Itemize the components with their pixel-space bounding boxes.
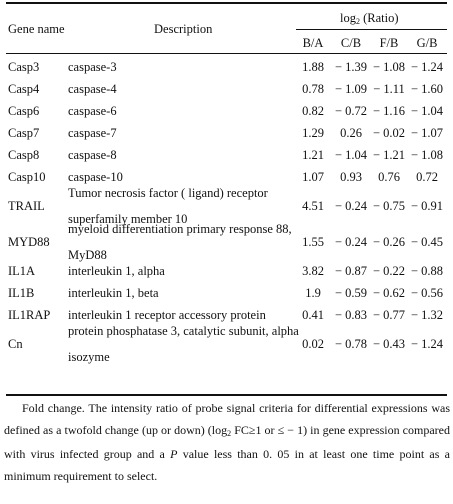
header-col-fb: F/B xyxy=(379,36,399,50)
ratio-value-cell: − 0.62 xyxy=(372,286,406,300)
gene-name-cell: Casp4 xyxy=(8,82,40,96)
description-cell: caspase-3 xyxy=(68,60,117,74)
ratio-value-cell: − 0.77 xyxy=(372,308,406,322)
ratio-value-cell: − 0.87 xyxy=(334,264,368,278)
gene-name-cell: MYD88 xyxy=(8,235,50,249)
ratio-value-cell: − 1.09 xyxy=(334,82,368,96)
ratio-value-cell: 0.72 xyxy=(416,170,438,184)
ratio-value-cell: 0.76 xyxy=(378,170,400,184)
header-col-ba: B/A xyxy=(302,36,324,50)
ratio-value-cell: − 1.04 xyxy=(334,148,368,162)
ratio-value-cell: 0.82 xyxy=(302,104,324,118)
description-cell: interleukin 1, alpha xyxy=(68,264,165,278)
ratio-value-cell: − 1.32 xyxy=(410,308,444,322)
ratio-value-cell: − 0.78 xyxy=(334,337,368,351)
description-cell: caspase-8 xyxy=(68,148,117,162)
ratio-value-cell: − 0.83 xyxy=(334,308,368,322)
ratio-value-cell: − 1.24 xyxy=(410,337,444,351)
gene-name-cell: Cn xyxy=(8,337,23,351)
ratio-value-cell: − 0.72 xyxy=(334,104,368,118)
gene-name-cell: Casp7 xyxy=(8,126,40,140)
description-cell: Tumor necrosis factor ( ligand) receptor superfamily member 10 xyxy=(68,186,268,226)
ratio-value-cell: − 0.24 xyxy=(334,199,368,213)
gene-name-cell: TRAIL xyxy=(8,199,45,213)
ratio-value-cell: − 0.56 xyxy=(410,286,444,300)
ratio-value-cell: 0.02 xyxy=(302,337,324,351)
bottom-rule xyxy=(6,394,447,396)
ratio-value-cell: − 1.39 xyxy=(334,60,368,74)
gene-name-cell: Casp3 xyxy=(8,60,40,74)
description-cell: protein phosphatase 3, catalytic subunit, alpha isozyme xyxy=(68,324,299,364)
gene-name-cell: Casp8 xyxy=(8,148,40,162)
ratio-value-cell: − 0.91 xyxy=(410,199,444,213)
ratio-value-cell: − 1.16 xyxy=(372,104,406,118)
ratio-value-cell: − 1.60 xyxy=(410,82,444,96)
ratio-value-cell: − 1.11 xyxy=(373,82,405,96)
ratio-value-cell: − 0.26 xyxy=(372,235,406,249)
ratio-value-cell: 1.9 xyxy=(305,286,321,300)
ratio-value-cell: − 0.02 xyxy=(372,126,406,140)
ratio-value-cell: 0.26 xyxy=(340,126,362,140)
ratio-value-cell: 3.82 xyxy=(302,264,324,278)
ratio-value-cell: − 0.45 xyxy=(410,235,444,249)
header-log-ratio: $\log_2$ (Ratio) xyxy=(340,11,399,26)
ratio-value-cell: 1.29 xyxy=(302,126,324,140)
header-col-gb: G/B xyxy=(416,36,438,50)
gene-name-cell: IL1RAP xyxy=(8,308,51,322)
ratio-value-cell: 1.21 xyxy=(302,148,324,162)
ratio-value-cell: 4.51 xyxy=(302,199,324,213)
header-description: Description xyxy=(154,22,213,36)
header-gene-name: Gene name xyxy=(8,22,65,36)
ratio-value-cell: − 1.08 xyxy=(372,60,406,74)
gene-name-cell: Casp6 xyxy=(8,104,40,118)
ratio-value-cell: − 1.04 xyxy=(410,104,444,118)
ratio-value-cell: − 1.24 xyxy=(410,60,444,74)
ratio-value-cell: 1.07 xyxy=(302,170,324,184)
group-rule xyxy=(296,29,447,30)
ratio-value-cell: − 1.07 xyxy=(410,126,444,140)
ratio-value-cell: − 0.75 xyxy=(372,199,406,213)
ratio-value-cell: − 1.21 xyxy=(372,148,406,162)
ratio-value-cell: 0.93 xyxy=(340,170,362,184)
ratio-value-cell: − 0.88 xyxy=(410,264,444,278)
description-cell: caspase-6 xyxy=(68,104,117,118)
description-cell: caspase-4 xyxy=(68,82,117,96)
description-cell: interleukin 1, beta xyxy=(68,286,159,300)
ratio-value-cell: − 0.59 xyxy=(334,286,368,300)
ratio-value-cell: 0.78 xyxy=(302,82,324,96)
gene-name-cell: IL1A xyxy=(8,264,36,278)
ratio-value-cell: 0.41 xyxy=(302,308,324,322)
description-cell: myeloid differentiation primary response 88, MyD88 xyxy=(68,222,292,262)
gene-name-cell: IL1B xyxy=(8,286,35,300)
description-cell: caspase-7 xyxy=(68,126,117,140)
footnote: Fold change. The intensity ratio of probe signal criteria for differential expressions was defined as a twofold change (up or down) ($\log_2$ FC≥1 or ≤ − 1) in gene expression compared with virus infected group and a P value less than 0. 05 in at least one time point as a minimum requirement to select. xyxy=(4,401,450,483)
header-col-cb: C/B xyxy=(340,36,362,50)
description-cell: interleukin 1 receptor accessory protein xyxy=(68,308,266,322)
ratio-value-cell: 1.55 xyxy=(302,235,324,249)
ratio-value-cell: − 0.24 xyxy=(334,235,368,249)
top-rule xyxy=(6,2,447,4)
description-cell: caspase-10 xyxy=(68,170,123,184)
ratio-value-cell: − 0.43 xyxy=(372,337,406,351)
gene-name-cell: Casp10 xyxy=(8,170,46,184)
ratio-value-cell: − 1.08 xyxy=(410,148,444,162)
header-rule xyxy=(6,53,447,54)
ratio-value-cell: 1.88 xyxy=(302,60,324,74)
ratio-value-cell: − 0.22 xyxy=(372,264,406,278)
